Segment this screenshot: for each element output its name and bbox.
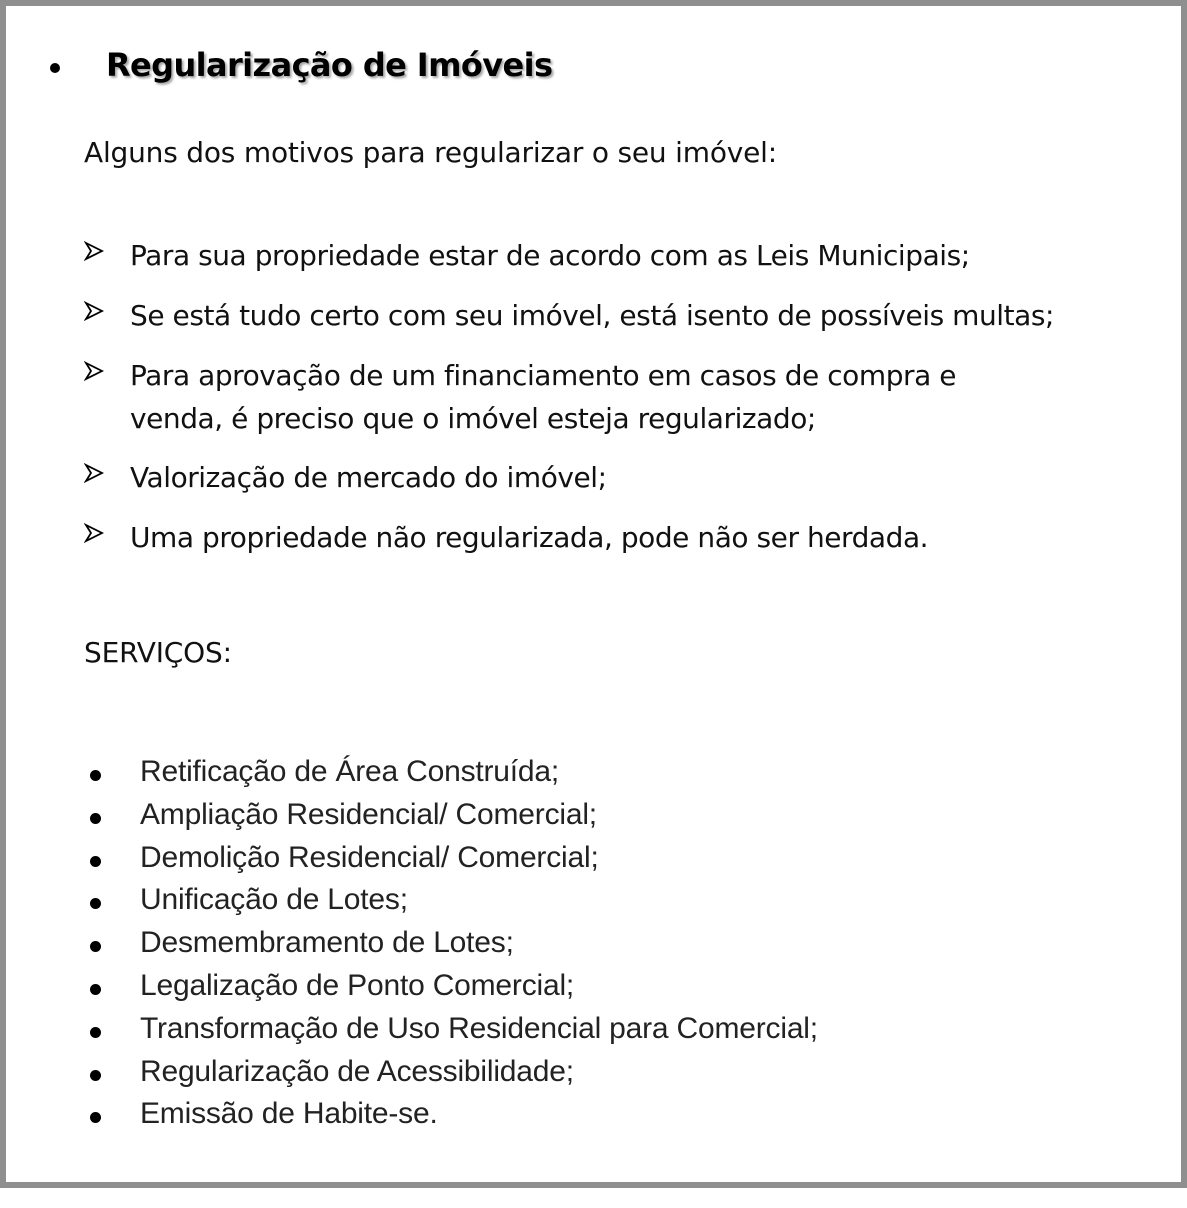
reason-text: Para sua propriedade estar de acordo com as Leis Municipais; — [130, 239, 970, 272]
page-title: Regularização de Imóveis — [106, 46, 553, 84]
service-text: Retificação de Área Construída; — [140, 755, 560, 788]
bullet-icon — [90, 1027, 101, 1038]
arrowhead-bullet-icon — [84, 361, 104, 381]
services-heading: SERVIÇOS: — [84, 636, 232, 669]
list-item — [84, 840, 984, 883]
list-item — [84, 925, 984, 968]
bullet-icon — [90, 941, 101, 952]
list-item — [84, 882, 984, 925]
service-text: Legalização de Ponto Comercial; — [140, 968, 575, 1002]
bullet-icon — [90, 856, 101, 867]
service-text: Emissão de Habite-se. — [140, 1097, 438, 1131]
bullet-icon — [90, 1112, 101, 1123]
list-item — [84, 797, 984, 840]
service-text: Unificação de Lotes; — [140, 883, 408, 917]
bullet-icon — [50, 63, 60, 73]
service-text: Demolição Residencial/ Comercial; — [140, 840, 599, 874]
bullet-icon — [90, 770, 101, 781]
service-text: Regularização de Acessibilidade; — [140, 1054, 574, 1088]
services-list — [84, 754, 984, 1139]
list-item — [84, 754, 984, 797]
arrowhead-bullet-icon — [84, 523, 104, 543]
list-item — [84, 1096, 984, 1139]
arrowhead-bullet-icon — [84, 463, 104, 483]
service-text: Desmembramento de Lotes; — [140, 926, 514, 960]
bullet-icon — [90, 898, 101, 909]
reason-text: Se está tudo certo com seu imóvel, está isento de possíveis multas; — [130, 299, 1054, 332]
reason-text: Valorização de mercado do imóvel; — [130, 461, 607, 494]
bullet-icon — [90, 813, 101, 824]
bullet-icon — [90, 1070, 101, 1081]
service-text: Ampliação Residencial/ Comercial; — [140, 797, 597, 831]
list-item — [84, 1054, 984, 1097]
reason-text: Uma propriedade não regularizada, pode não ser herdada. — [130, 521, 929, 554]
list-item — [84, 1011, 984, 1054]
list-item — [84, 968, 984, 1011]
bullet-icon — [90, 984, 101, 995]
arrowhead-bullet-icon — [84, 301, 104, 321]
reason-text: Para aprovação de um financiamento em casos de compra e venda, é preciso que o imóvel esteja regularizado; — [130, 359, 957, 435]
service-text: Transformação de Uso Residencial para Comercial; — [140, 1011, 818, 1045]
arrowhead-bullet-icon — [84, 241, 104, 261]
intro-text: Alguns dos motivos para regularizar o seu imóvel: — [84, 136, 777, 169]
